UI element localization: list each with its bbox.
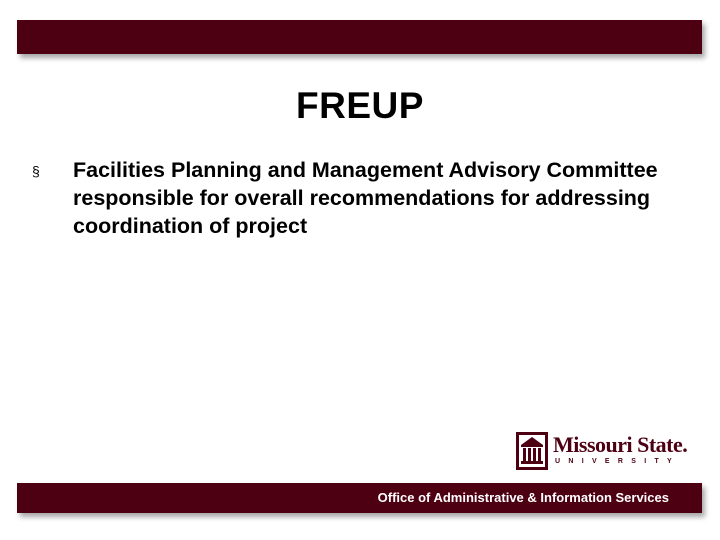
bullet-marker: § [32,163,40,179]
university-logo [516,432,688,470]
slide-title: FREUP [296,85,424,126]
logo-subtitle: UNIVERSITY [555,458,681,465]
list-item [32,156,692,240]
bullet-list [32,156,692,240]
header-bar [17,20,702,54]
university-building-icon [516,432,548,470]
bullet-text: Facilities Planning and Management Advisory Committee responsible for overall recommendations for addressing coordination of project [73,158,658,238]
footer-bar [17,483,702,513]
logo-wordmark: Missouri State. [553,432,688,457]
footer-text: Office of Administrative & Information Services [377,490,669,505]
